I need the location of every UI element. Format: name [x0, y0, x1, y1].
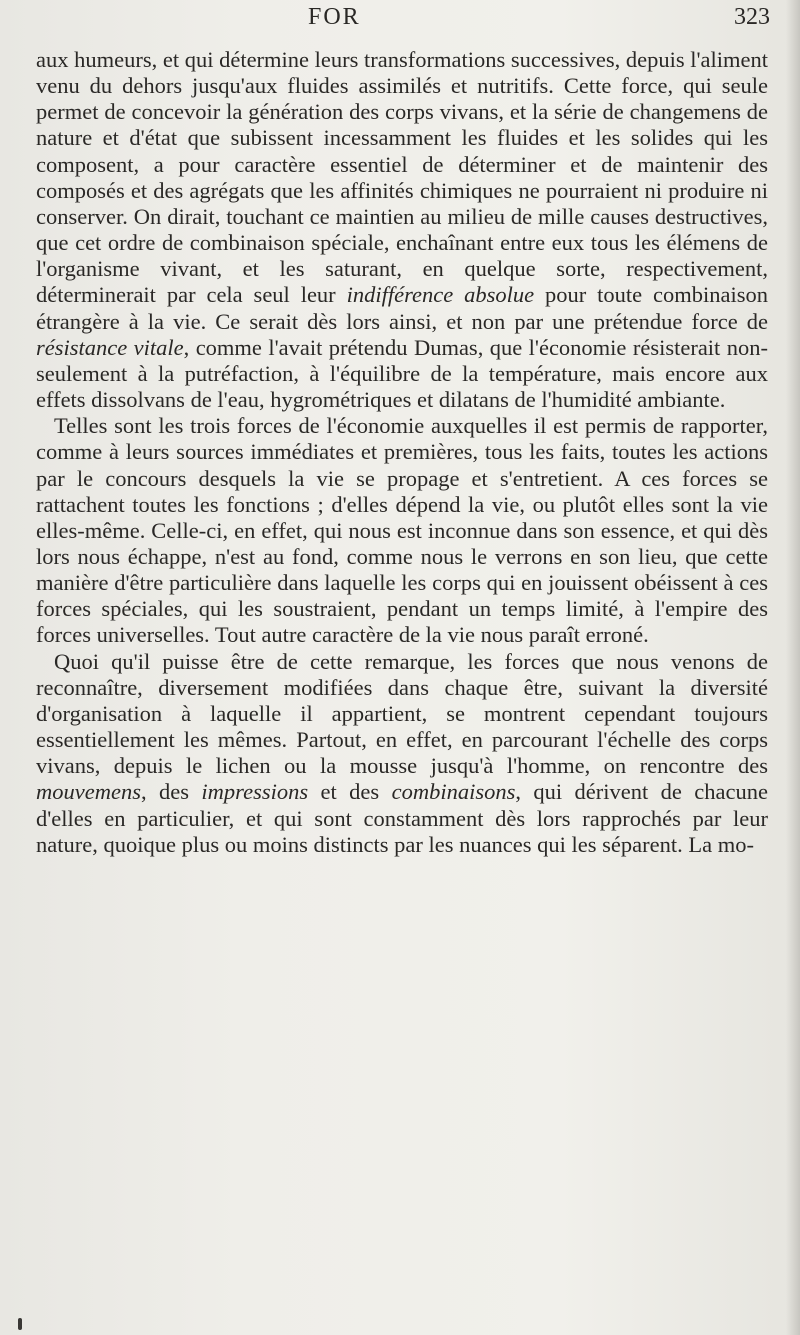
text-run: et des: [308, 779, 392, 805]
text-run: Telles sont les trois forces de l'économie auxquelles il est permis de rapporter, comme à leurs sources immédiates et premières, tous les faits, toutes les actions par le concours desquels la vie se propage et s'entretient. A ces forces se rattachent toutes les fonctions ; d'elles dépend la vie, ou plutôt elles sont la vie elles-même. Celle-ci, en effet, qui nous est inconnue dans son essence, et qui dès lors nous échappe, n'est au fond, comme nous le verrons en son lieu, que cette manière d'être particulière dans laquelle les corps qui en jouissent obéissent à ces forces spéciales, qui les soustraient, pendant un temps limité, à l'empire des forces universelles. Tout autre caractère de la vie nous paraît erroné.: [36, 413, 768, 648]
paragraph: [36, 413, 768, 648]
ink-speck: [18, 1318, 22, 1330]
italic-term: impressions: [201, 779, 309, 805]
italic-term: mouvemens: [36, 779, 141, 805]
page-number: 323: [734, 4, 770, 30]
text-run: , comme l'avait prétendu Dumas, que l'économie résisterait non-seulement à la putréfaction, à l'équilibre de la température, mais encore aux effets dissolvans de l'eau, hygrométriques et dilatans de l'humidité ambiante.: [36, 334, 768, 413]
italic-term: indifférence absolue: [346, 282, 535, 308]
text-run: aux humeurs, et qui détermine leurs transformations successives, depuis l'aliment venu du dehors jusqu'aux fluides assimilés et nutritifs. Cette force, qui seule permet de concevoir la génération des corps vivans, et la série de changemens de nature et d'état que subissent incessamment les fluides et les solides qui les composent, a pour caractère essentiel de déterminer et de maintenir des composés et des agrégats que les affinités chimiques ne pourraient ni produire ni conserver. On dirait, touchant ce maintien au milieu de mille causes destructives, que cet ordre de combinaison spéciale, enchaînant entre eux tous les élémens de l'organisme vivant, et les saturant, en quelque sorte, respectivement, déterminerait par cela seul leur: [36, 47, 768, 308]
body-text: [36, 47, 768, 858]
text-run: , des: [140, 779, 202, 805]
running-head: FOR: [308, 4, 361, 30]
paragraph: [36, 649, 768, 858]
text-run: , qui dérivent de chacune d'elles en particulier, et qui sont constamment dès lors rapprochés par leur nature, quoique plus ou moins distincts par les nuances qui les séparent. La mo-: [36, 779, 769, 857]
page-header: [50, 4, 770, 44]
paragraph: [36, 47, 768, 413]
text-run: Quoi qu'il puisse être de cette remarque, les forces que nous venons de reconnaître, diversement modifiées dans chaque être, suivant la diversité d'organisation à laquelle il appartient, se montrent cependant toujours essentiellement les mêmes. Partout, en effet, en parcourant l'échelle des corps vivans, depuis le lichen ou la mousse jusqu'à l'homme, on rencontre des: [36, 648, 768, 779]
text-run: pour toute combinaison étrangère à la vie. Ce serait dès lors ainsi, et non par une prétendue force de: [36, 282, 768, 334]
page-edge-shadow: [786, 0, 800, 1335]
italic-term: résistance vitale: [36, 334, 184, 360]
italic-term: combinaisons: [391, 779, 516, 805]
